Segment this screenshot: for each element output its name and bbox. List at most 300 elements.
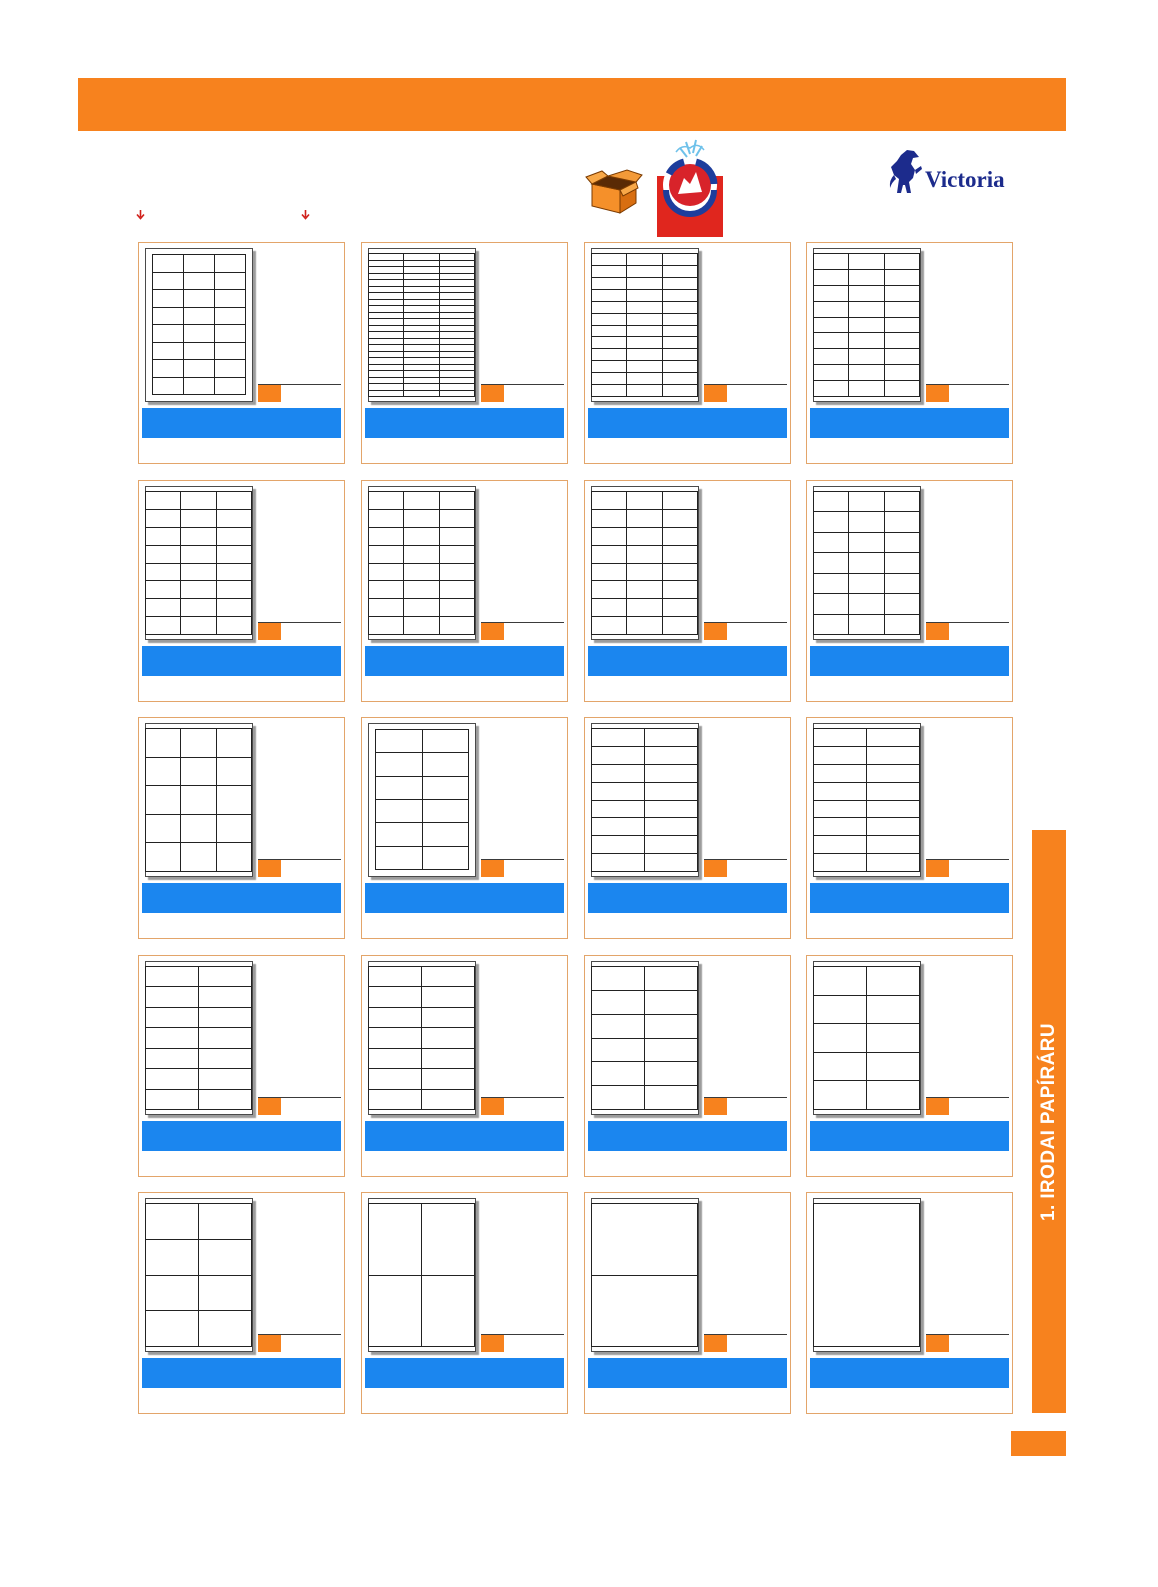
- label-cell: [592, 314, 627, 326]
- label-cell: [217, 546, 252, 564]
- label-cell: [422, 1276, 475, 1348]
- victoria-logo-text: Victoria: [925, 167, 1005, 192]
- label-cell: [867, 1024, 920, 1053]
- label-cell: [592, 729, 645, 747]
- label-cell: [153, 290, 184, 308]
- label-cell: [849, 365, 884, 381]
- label-product-card: [806, 480, 1013, 702]
- product-title-bar: [810, 883, 1009, 913]
- label-cell: [217, 581, 252, 599]
- label-cell: [146, 1311, 199, 1347]
- label-cell: [184, 360, 215, 378]
- label-cell: [645, 765, 698, 783]
- label-grid: [591, 966, 698, 1110]
- label-cell: [814, 1081, 867, 1110]
- label-cell: [849, 615, 884, 635]
- code-tag: [481, 1335, 504, 1352]
- label-cell: [814, 996, 867, 1025]
- product-title-bar: [365, 646, 564, 676]
- section-title: 1. IRODAI PAPÍRÁRU: [1038, 1022, 1059, 1221]
- label-cell: [814, 729, 867, 747]
- label-cell: [217, 758, 252, 787]
- label-cell: [885, 533, 920, 553]
- label-cell: [146, 1028, 199, 1048]
- label-cell: [592, 581, 627, 599]
- label-cell: [592, 599, 627, 617]
- label-cell: [814, 381, 849, 397]
- label-cell: [423, 823, 470, 846]
- code-tag: [926, 860, 949, 877]
- label-cell: [146, 758, 181, 787]
- label-cell: [217, 492, 252, 510]
- label-cell: [423, 777, 470, 800]
- code-tag: [258, 1098, 281, 1115]
- label-sheet-preview: [813, 248, 921, 402]
- label-cell: [181, 599, 216, 617]
- label-cell: [627, 564, 662, 582]
- label-cell: [215, 290, 246, 308]
- label-cell: [645, 854, 698, 872]
- label-cell: [215, 343, 246, 361]
- label-cell: [369, 617, 404, 635]
- label-cell: [146, 599, 181, 617]
- label-cell: [885, 594, 920, 614]
- label-grid: [813, 491, 920, 635]
- label-cell: [199, 1049, 252, 1069]
- label-cell: [663, 564, 698, 582]
- label-cell: [663, 361, 698, 373]
- label-cell: [199, 1276, 252, 1312]
- label-cell: [592, 854, 645, 872]
- label-cell: [181, 617, 216, 635]
- label-cell: [184, 273, 215, 291]
- label-product-card: [806, 955, 1013, 1177]
- label-cell: [199, 987, 252, 1007]
- label-product-card: [584, 242, 791, 464]
- label-cell: [592, 337, 627, 349]
- label-cell: [814, 1053, 867, 1082]
- label-cell: [181, 815, 216, 844]
- label-grid: [813, 728, 920, 872]
- label-cell: [376, 753, 423, 776]
- label-cell: [404, 546, 439, 564]
- label-cell: [440, 510, 475, 528]
- code-tag: [258, 1335, 281, 1352]
- label-cell: [885, 254, 920, 270]
- label-cell: [627, 361, 662, 373]
- label-cell: [217, 729, 252, 758]
- label-cell: [146, 967, 199, 987]
- product-title-bar: [365, 1358, 564, 1388]
- label-cell: [663, 385, 698, 397]
- label-sheet-preview: [591, 1198, 699, 1352]
- label-cell: [146, 843, 181, 872]
- label-cell: [181, 564, 216, 582]
- label-cell: [885, 381, 920, 397]
- label-cell: [592, 528, 627, 546]
- label-cell: [645, 1062, 698, 1086]
- label-cell: [849, 270, 884, 286]
- label-cell: [369, 492, 404, 510]
- product-title-bar: [588, 883, 787, 913]
- label-cell: [181, 510, 216, 528]
- code-tag: [258, 385, 281, 402]
- label-cell: [217, 786, 252, 815]
- label-cell: [592, 747, 645, 765]
- label-cell: [814, 349, 849, 365]
- label-cell: [663, 302, 698, 314]
- label-sheet-preview: [591, 248, 699, 402]
- label-cell: [627, 546, 662, 564]
- label-cell: [885, 349, 920, 365]
- label-sheet-preview: [813, 486, 921, 640]
- label-cell: [181, 492, 216, 510]
- label-product-card: [361, 242, 568, 464]
- label-cell: [849, 333, 884, 349]
- label-cell: [440, 492, 475, 510]
- label-cell: [422, 1028, 475, 1048]
- label-cell: [592, 373, 627, 385]
- label-product-card: [806, 717, 1013, 939]
- code-tag: [926, 623, 949, 640]
- label-cell: [199, 1090, 252, 1110]
- code-tag: [926, 385, 949, 402]
- label-cell: [184, 343, 215, 361]
- label-cell: [184, 290, 215, 308]
- section-side-band: [1032, 830, 1066, 1413]
- label-cell: [849, 574, 884, 594]
- label-cell: [592, 361, 627, 373]
- label-cell: [592, 783, 645, 801]
- label-cell: [867, 729, 920, 747]
- label-cell: [440, 528, 475, 546]
- label-cell: [423, 847, 470, 870]
- product-title-bar: [810, 408, 1009, 438]
- label-cell: [867, 783, 920, 801]
- label-cell: [199, 1008, 252, 1028]
- label-cell: [423, 800, 470, 823]
- label-cell: [663, 510, 698, 528]
- label-cell: [146, 786, 181, 815]
- label-cell: [645, 836, 698, 854]
- label-cell: [369, 528, 404, 546]
- label-cell: [849, 349, 884, 365]
- label-cell: [199, 967, 252, 987]
- label-cell: [184, 378, 215, 396]
- label-product-card: [361, 955, 568, 1177]
- label-cell: [404, 564, 439, 582]
- label-cell: [627, 385, 662, 397]
- label-cell: [867, 747, 920, 765]
- product-title-bar: [810, 646, 1009, 676]
- label-cell: [885, 512, 920, 532]
- label-cell: [215, 255, 246, 273]
- label-cell: [422, 1204, 475, 1276]
- label-cell: [645, 1015, 698, 1039]
- label-grid: [813, 1203, 920, 1347]
- label-cell: [663, 599, 698, 617]
- label-cell: [153, 325, 184, 343]
- label-cell: [867, 765, 920, 783]
- label-cell: [184, 325, 215, 343]
- label-cell: [181, 546, 216, 564]
- label-cell: [867, 836, 920, 854]
- label-cell: [885, 553, 920, 573]
- label-cell: [146, 1204, 199, 1240]
- code-tag: [481, 860, 504, 877]
- label-cell: [369, 1069, 422, 1089]
- label-cell: [663, 266, 698, 278]
- label-cell: [814, 492, 849, 512]
- product-title-bar: [365, 408, 564, 438]
- product-title-bar: [365, 1121, 564, 1151]
- page-number-tab: [1011, 1431, 1066, 1456]
- product-title-bar: [810, 1121, 1009, 1151]
- label-grid: [145, 491, 252, 635]
- label-cell: [645, 783, 698, 801]
- label-cell: [369, 391, 404, 398]
- label-cell: [592, 991, 645, 1015]
- label-cell: [422, 987, 475, 1007]
- label-product-card: [138, 1192, 345, 1414]
- product-title-bar: [142, 883, 341, 913]
- label-cell: [849, 318, 884, 334]
- product-title-bar: [588, 408, 787, 438]
- label-cell: [814, 553, 849, 573]
- label-grid: [591, 491, 698, 635]
- label-cell: [215, 360, 246, 378]
- label-product-card: [584, 717, 791, 939]
- label-cell: [814, 836, 867, 854]
- label-grid: [145, 1203, 252, 1347]
- label-cell: [627, 510, 662, 528]
- label-cell: [592, 1062, 645, 1086]
- label-cell: [867, 967, 920, 996]
- label-cell: [645, 801, 698, 819]
- label-cell: [181, 843, 216, 872]
- label-cell: [404, 492, 439, 510]
- label-cell: [663, 326, 698, 338]
- label-cell: [849, 381, 884, 397]
- label-cell: [146, 510, 181, 528]
- label-cell: [146, 1240, 199, 1276]
- label-cell: [592, 385, 627, 397]
- label-grid: [145, 966, 252, 1110]
- label-cell: [146, 987, 199, 1007]
- label-product-card: [138, 480, 345, 702]
- label-cell: [376, 777, 423, 800]
- label-cell: [215, 273, 246, 291]
- label-cell: [814, 747, 867, 765]
- label-cell: [592, 254, 627, 266]
- label-cell: [849, 594, 884, 614]
- label-grid: [375, 729, 469, 870]
- code-tag: [704, 385, 727, 402]
- label-cell: [627, 254, 662, 266]
- label-cell: [153, 343, 184, 361]
- label-cell: [404, 528, 439, 546]
- label-cell: [592, 349, 627, 361]
- label-product-card: [361, 480, 568, 702]
- label-cell: [627, 599, 662, 617]
- label-cell: [885, 286, 920, 302]
- label-cell: [181, 729, 216, 758]
- label-cell: [663, 546, 698, 564]
- label-cell: [404, 617, 439, 635]
- label-cell: [146, 564, 181, 582]
- label-sheet-preview: [145, 961, 253, 1115]
- label-cell: [849, 553, 884, 573]
- label-cell: [592, 510, 627, 528]
- label-cell: [885, 318, 920, 334]
- code-tag: [926, 1335, 949, 1352]
- label-cell: [153, 378, 184, 396]
- label-cell: [592, 546, 627, 564]
- label-cell: [663, 314, 698, 326]
- label-cell: [199, 1240, 252, 1276]
- product-title-bar: [588, 646, 787, 676]
- label-cell: [663, 581, 698, 599]
- label-cell: [663, 278, 698, 290]
- label-cell: [645, 818, 698, 836]
- label-cell: [146, 528, 181, 546]
- label-cell: [369, 1049, 422, 1069]
- product-title-bar: [142, 1358, 341, 1388]
- label-cell: [627, 290, 662, 302]
- label-cell: [153, 255, 184, 273]
- label-cell: [404, 391, 439, 398]
- label-cell: [592, 617, 627, 635]
- label-cell: [627, 302, 662, 314]
- label-cell: [181, 758, 216, 787]
- label-cell: [849, 254, 884, 270]
- label-cell: [814, 574, 849, 594]
- label-cell: [146, 1008, 199, 1028]
- label-sheet-preview: [368, 961, 476, 1115]
- code-tag: [926, 1098, 949, 1115]
- label-product-card: [138, 242, 345, 464]
- label-cell: [153, 308, 184, 326]
- label-cell: [146, 815, 181, 844]
- label-cell: [440, 617, 475, 635]
- label-cell: [181, 786, 216, 815]
- label-sheet-preview: [145, 486, 253, 640]
- label-cell: [422, 1069, 475, 1089]
- label-cell: [627, 326, 662, 338]
- label-cell: [663, 254, 698, 266]
- label-cell: [369, 581, 404, 599]
- label-cell: [376, 800, 423, 823]
- label-cell: [199, 1069, 252, 1089]
- label-cell: [814, 270, 849, 286]
- label-cell: [627, 349, 662, 361]
- label-cell: [369, 987, 422, 1007]
- label-cell: [217, 815, 252, 844]
- label-cell: [184, 308, 215, 326]
- label-cell: [867, 818, 920, 836]
- label-cell: [215, 325, 246, 343]
- label-cell: [153, 360, 184, 378]
- label-cell: [867, 1081, 920, 1110]
- label-product-card: [584, 480, 791, 702]
- label-grid: [368, 253, 475, 397]
- label-cell: [592, 818, 645, 836]
- label-cell: [627, 617, 662, 635]
- label-cell: [814, 286, 849, 302]
- label-cell: [645, 747, 698, 765]
- label-cell: [215, 378, 246, 396]
- label-cell: [867, 996, 920, 1025]
- label-cell: [376, 823, 423, 846]
- label-cell: [814, 365, 849, 381]
- label-grid: [591, 253, 698, 397]
- label-cell: [146, 729, 181, 758]
- label-cell: [440, 546, 475, 564]
- label-cell: [440, 391, 475, 398]
- label-cell: [627, 373, 662, 385]
- label-cell: [663, 290, 698, 302]
- label-cell: [867, 1053, 920, 1082]
- label-product-card: [584, 955, 791, 1177]
- label-cell: [645, 991, 698, 1015]
- label-cell: [592, 326, 627, 338]
- label-cell: [814, 1204, 920, 1347]
- label-cell: [422, 1090, 475, 1110]
- label-cell: [440, 564, 475, 582]
- code-tag: [481, 623, 504, 640]
- label-product-card: [138, 717, 345, 939]
- label-cell: [153, 273, 184, 291]
- label-cell: [199, 1204, 252, 1240]
- label-grid: [591, 728, 698, 872]
- label-product-card: [361, 1192, 568, 1414]
- label-cell: [627, 492, 662, 510]
- label-cell: [184, 255, 215, 273]
- label-cell: [423, 730, 470, 753]
- label-cell: [645, 1039, 698, 1063]
- label-sheet-preview: [813, 1198, 921, 1352]
- label-cell: [592, 492, 627, 510]
- label-sheet-preview: [591, 961, 699, 1115]
- label-cell: [440, 599, 475, 617]
- label-cell: [627, 581, 662, 599]
- product-title-bar: [810, 1358, 1009, 1388]
- label-cell: [849, 286, 884, 302]
- label-cell: [369, 599, 404, 617]
- code-tag: [258, 860, 281, 877]
- label-cell: [369, 1090, 422, 1110]
- label-cell: [217, 564, 252, 582]
- label-cell: [146, 1276, 199, 1312]
- label-grid: [591, 1203, 698, 1347]
- product-title-bar: [142, 1121, 341, 1151]
- label-cell: [181, 528, 216, 546]
- label-grid: [368, 491, 475, 635]
- label-cell: [146, 581, 181, 599]
- label-cell: [885, 302, 920, 318]
- label-cell: [217, 599, 252, 617]
- label-cell: [663, 349, 698, 361]
- label-cell: [814, 615, 849, 635]
- label-cell: [592, 801, 645, 819]
- label-cell: [814, 254, 849, 270]
- label-cell: [814, 783, 867, 801]
- label-cell: [217, 617, 252, 635]
- label-sheet-preview: [591, 723, 699, 877]
- label-cell: [181, 581, 216, 599]
- label-cell: [592, 1039, 645, 1063]
- label-sheet-preview: [368, 486, 476, 640]
